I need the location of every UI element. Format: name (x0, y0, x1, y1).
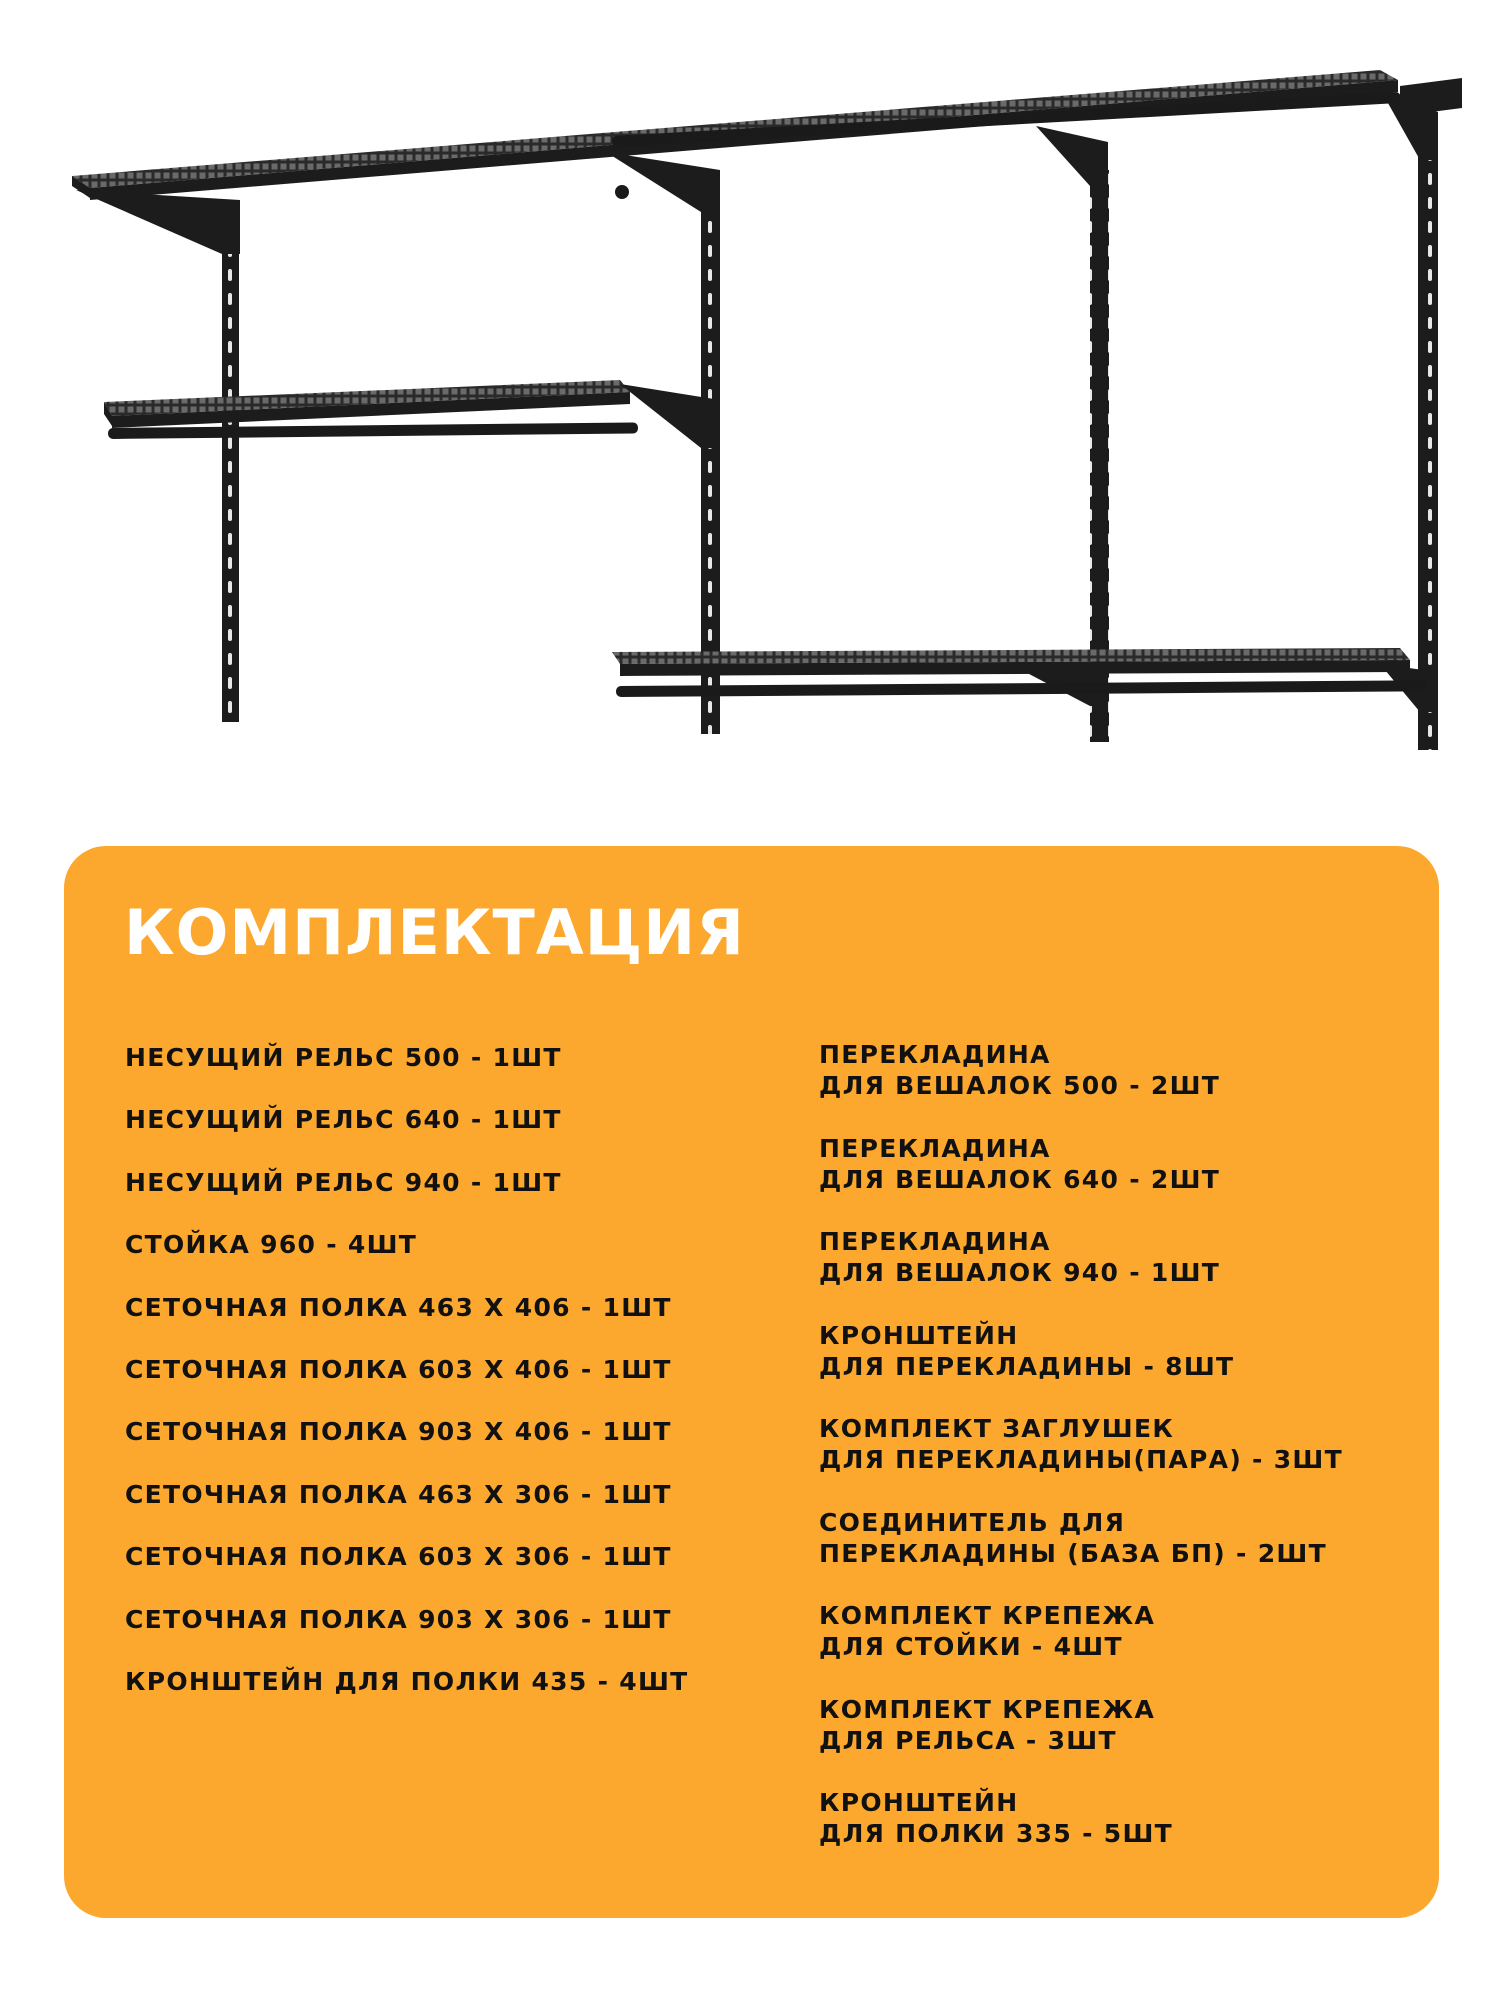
list-item: КРОНШТЕЙН ДЛЯ ПОЛКИ 435 - 4ШТ (125, 1666, 689, 1696)
kit-list-left (125, 1044, 785, 1730)
list-item-line: ПЕРЕКЛАДИНА (819, 1133, 1051, 1163)
list-item (819, 1226, 1419, 1320)
list-item: СЕТОЧНАЯ ПОЛКА 903 Х 306 - 1ШТ (125, 1604, 672, 1634)
list-item-line: ДЛЯ ПЕРЕКЛАДИНЫ(ПАРА) - 3ШТ (819, 1445, 1343, 1474)
list-item (819, 1320, 1419, 1414)
list-item: СЕТОЧНАЯ ПОЛКА 463 Х 406 - 1ШТ (125, 1292, 672, 1322)
kit-contents-title: КОМПЛЕКТАЦИЯ (124, 896, 745, 969)
list-item (819, 1787, 1419, 1881)
list-item-line: ПЕРЕКЛАДИНА (819, 1227, 1051, 1256)
list-item: СЕТОЧНАЯ ПОЛКА 463 Х 306 - 1ШТ (125, 1479, 672, 1509)
list-item-line: КОМПЛЕКТ КРЕПЕЖА (819, 1601, 1156, 1630)
list-item-line: ДЛЯ ВЕШАЛОК 640 - 2ШТ (819, 1164, 1221, 1194)
list-item-line: ПЕРЕКЛАДИНЫ (БАЗА БП) - 2ШТ (819, 1538, 1327, 1568)
list-item-line: ДЛЯ РЕЛЬСА - 3ШТ (819, 1725, 1117, 1755)
list-item-line: ДЛЯ ПОЛКИ 335 - 5ШТ (819, 1819, 1173, 1848)
list-item: НЕСУЩИЙ РЕЛЬС 940 - 1ШТ (125, 1167, 562, 1197)
list-item-line: ПЕРЕКЛАДИНА (819, 1040, 1051, 1069)
kit-list-right (819, 1039, 1419, 1881)
list-item: НЕСУЩИЙ РЕЛЬС 500 - 1ШТ (125, 1043, 562, 1072)
list-item: СТОЙКА 960 - 4ШТ (125, 1230, 418, 1260)
list-item-line: КОМПЛЕКТ КРЕПЕЖА (819, 1694, 1156, 1724)
list-item-line: ДЛЯ ПЕРЕКЛАДИНЫ - 8ШТ (819, 1351, 1235, 1381)
list-item (819, 1507, 1419, 1601)
list-item-line: КОМПЛЕКТ ЗАГЛУШЕК (819, 1414, 1175, 1443)
list-item (819, 1694, 1419, 1788)
list-item (819, 1133, 1419, 1227)
kit-contents-card (64, 846, 1439, 1918)
wire-shelving-system-icon (0, 0, 1500, 800)
list-item-line: КРОНШТЕЙН (819, 1320, 1019, 1350)
list-item: СЕТОЧНАЯ ПОЛКА 603 Х 406 - 1ШТ (125, 1354, 672, 1384)
list-item: СЕТОЧНАЯ ПОЛКА 903 Х 406 - 1ШТ (125, 1417, 672, 1447)
list-item (819, 1600, 1419, 1694)
list-item-line: ДЛЯ ВЕШАЛОК 500 - 2ШТ (819, 1071, 1221, 1100)
list-item (819, 1413, 1419, 1507)
list-item-line: ДЛЯ СТОЙКИ - 4ШТ (819, 1632, 1123, 1661)
list-item: СЕТОЧНАЯ ПОЛКА 603 Х 306 - 1ШТ (125, 1542, 672, 1572)
list-item-line: СОЕДИНИТЕЛЬ ДЛЯ (819, 1507, 1126, 1537)
list-item: НЕСУЩИЙ РЕЛЬС 640 - 1ШТ (125, 1105, 562, 1135)
list-item-line: КРОНШТЕЙН (819, 1788, 1019, 1817)
list-item (819, 1039, 1419, 1133)
list-item-line: ДЛЯ ВЕШАЛОК 940 - 1ШТ (819, 1258, 1221, 1287)
